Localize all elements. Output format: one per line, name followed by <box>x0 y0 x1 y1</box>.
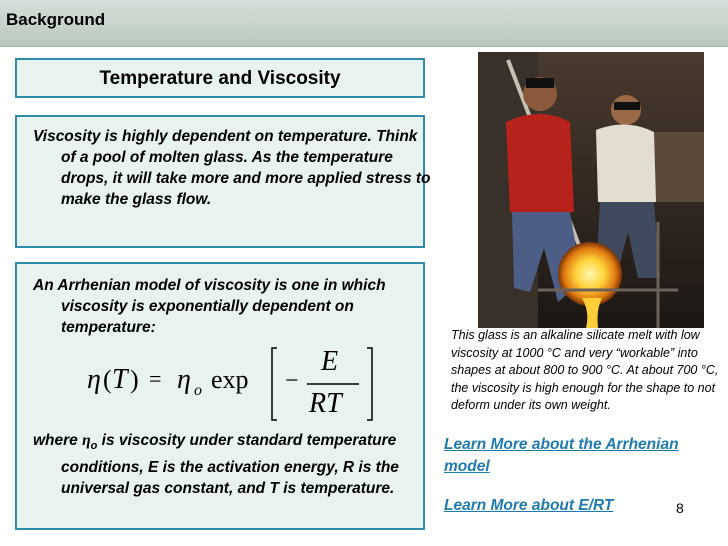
arrhenius-formula <box>87 344 377 424</box>
numerator-E: E <box>321 346 339 377</box>
left-paren: ( <box>103 365 112 394</box>
photo-caption: This glass is an alkaline silicate melt with low viscosity at 1000 °C and very “workable” into shapes at about 800 to 900 °C. At about 700 °C, the viscosity is high enough for the shape to not deform under its own weight. <box>451 328 719 412</box>
viscosity-paragraph: Viscosity is highly dependent on temperature. Think of a pool of molten glass. As the temperature drops, it will take more and more applied stress to make the glass flow. <box>33 128 431 208</box>
page-number: 8 <box>676 500 684 516</box>
minus-sign: − <box>285 368 299 394</box>
equals-sign: = <box>149 366 162 391</box>
arrhenian-text-box <box>15 262 425 530</box>
glassblowing-photo <box>478 52 704 328</box>
viscosity-text-box <box>15 115 431 248</box>
header-title: Background <box>6 10 106 29</box>
denominator-RT: RT <box>309 388 342 419</box>
learn-more-arrhenian-link[interactable]: Learn More about the Arrhenian model <box>444 436 679 475</box>
eta-subscript: o <box>194 382 202 399</box>
arrhenian-paragraph: An Arrhenian model of viscosity is one in which viscosity is exponentially dependent on temperature: <box>33 277 386 336</box>
eta-o-symbol: η <box>177 364 191 395</box>
variables-paragraph: where $\eta_o$ is viscosity under standard temperature conditions, E is the activation energy, R is the universal gas constant, and T is temperature. <box>33 432 399 498</box>
title-box <box>15 58 425 98</box>
right-paren: ) <box>130 365 139 394</box>
slide-title: Temperature and Viscosity <box>99 68 341 89</box>
exp-function: exp <box>211 365 249 394</box>
T-variable: T <box>112 364 128 395</box>
learn-more-ert-link[interactable]: Learn More about E/RT <box>444 497 614 514</box>
eta-symbol: η <box>87 364 101 395</box>
slide-header <box>0 0 728 47</box>
